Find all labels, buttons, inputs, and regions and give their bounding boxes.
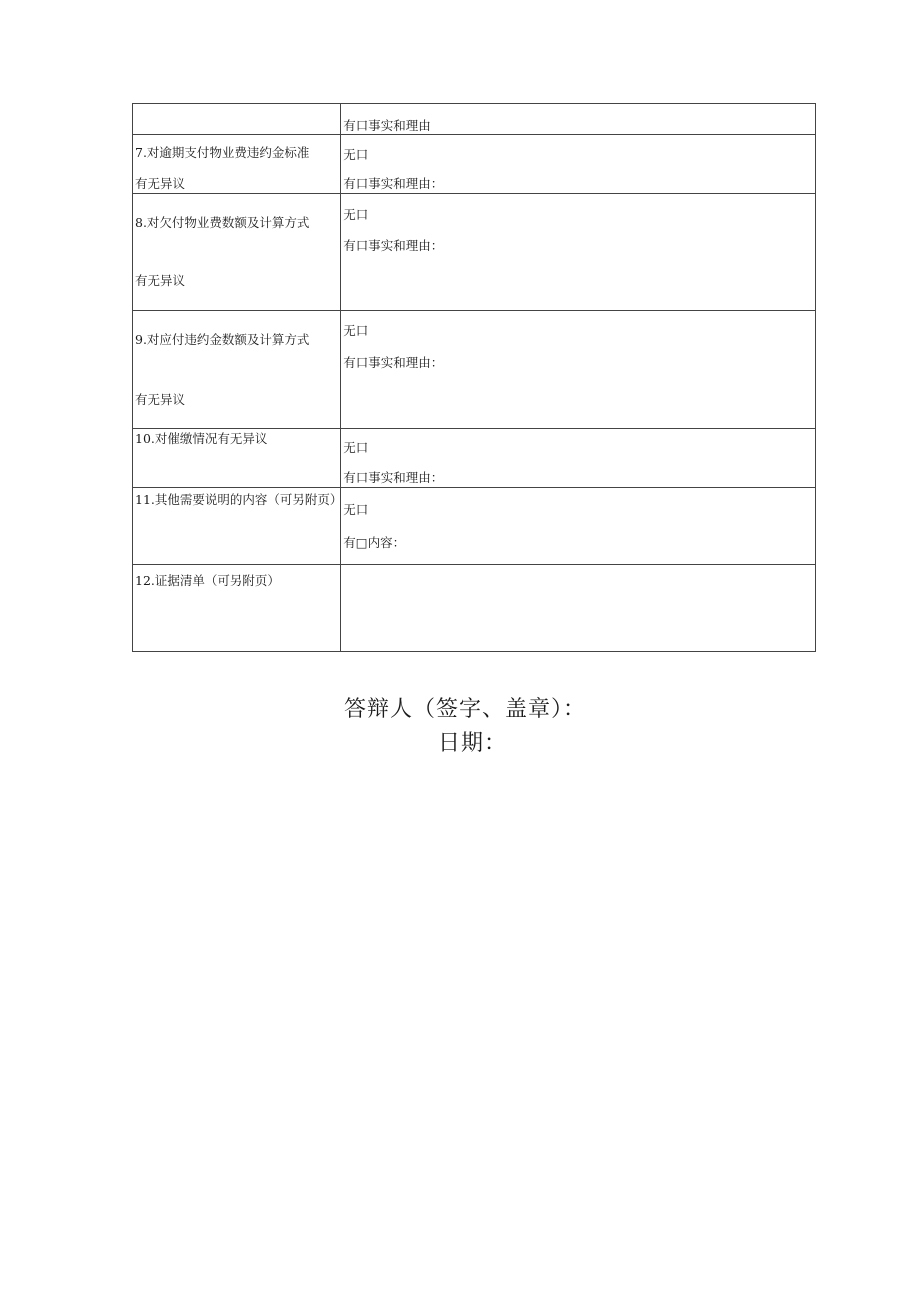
content-option[interactable]: 有□内容： [343, 535, 406, 550]
question-cell [133, 311, 341, 429]
answer-cell [341, 135, 816, 194]
table-row [133, 429, 816, 488]
question-cell [133, 429, 341, 488]
question-cell [133, 565, 341, 652]
question-label-suffix: 有无异议 [135, 392, 186, 407]
no-objection-option[interactable]: 无口 [343, 502, 369, 517]
defense-form-table [132, 103, 816, 652]
table-row [133, 565, 816, 652]
question-label: 10.对催缴情况有无异议 [135, 431, 268, 446]
question-cell [133, 135, 341, 194]
respondent-signature-label: 答辩人（签字、盖章）： [344, 697, 587, 722]
table-row [133, 488, 816, 565]
question-label: 12.证据清单（可另附页） [135, 573, 280, 588]
answer-cell[interactable] [341, 565, 816, 652]
table-row [133, 104, 816, 135]
question-label: 7.对逾期支付物业费违约金标准 [135, 145, 310, 160]
question-label-suffix: 有无异议 [135, 273, 186, 288]
reason-option[interactable]: 有口事实和理由： [343, 238, 444, 253]
question-cell [133, 488, 341, 565]
answer-cell [341, 429, 816, 488]
no-objection-option[interactable]: 无口 [343, 323, 369, 338]
answer-cell [341, 488, 816, 565]
no-objection-option[interactable]: 无口 [343, 147, 369, 162]
question-cell [133, 104, 341, 135]
no-objection-option[interactable]: 无口 [343, 207, 369, 222]
table-row [133, 311, 816, 429]
question-cell [133, 194, 341, 311]
question-label-suffix: 有无异议 [135, 176, 186, 191]
reason-option[interactable]: 有口事实和理由： [343, 470, 444, 485]
question-label: 11.其他需要说明的内容（可另附页） [135, 492, 343, 507]
answer-cell [341, 104, 816, 135]
reason-option[interactable]: 有口事实和理由 [343, 118, 431, 133]
answer-cell [341, 311, 816, 429]
table-row [133, 135, 816, 194]
answer-cell [341, 194, 816, 311]
table-row [133, 194, 816, 311]
reason-option[interactable]: 有口事实和理由： [343, 355, 444, 370]
date-label: 日期： [438, 731, 508, 756]
question-label: 9.对应付违约金数额及计算方式 [135, 332, 310, 347]
reason-option[interactable]: 有口事实和理由： [343, 176, 444, 191]
no-objection-option[interactable]: 无口 [343, 440, 369, 455]
question-label: 8.对欠付物业费数额及计算方式 [135, 215, 310, 230]
